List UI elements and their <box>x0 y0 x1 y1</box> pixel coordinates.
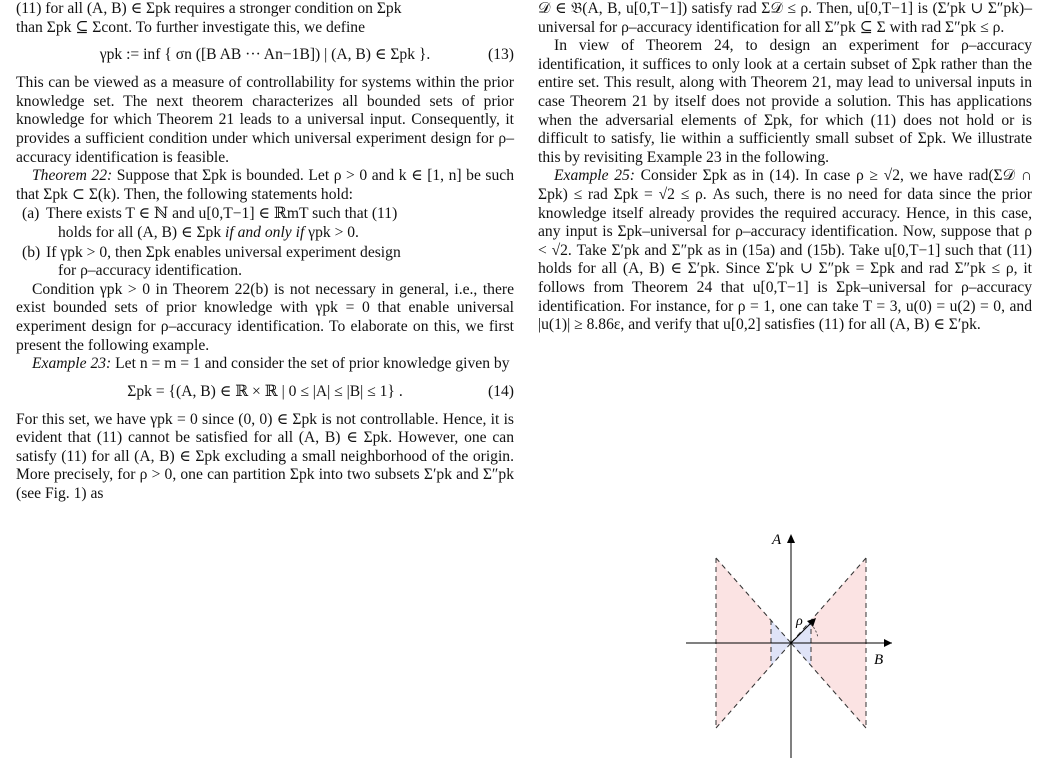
axis-b-label: B <box>874 652 884 668</box>
example-25-body: Consider Σpk as in (14). In case ρ ≥ √2, we have rad(Σ𝒟 ∩ Σpk) ≤ rad Σpk = √2 ≤ ρ. As such, there is no need for data since the prior knowledge itself already provides the required accuracy. Hence, in this case, any input is Σpk–universal for ρ–accuracy identification. Now, suppose that ρ < √2. Take Σ′pk and Σ″pk as in (15a) and (15b). Take u[0,T−1] such that (11) holds for all (A, B) ∈ Σ′pk. Since Σ′pk ∪ Σ″pk = Σpk and rad Σ″pk ≤ ρ, it follows from Theorem 24 that u[0,T−1] is Σpk–universal for ρ–accuracy identification. For instance, for ρ = 1, one can take T = 3, u(0) = u(2) = 0, and |u(1)| ≥ 8.86ε, and verify that u[0,2] satisfies (11) for all (A, B) ∈ Σ′pk. <box>538 167 1032 334</box>
theorem-22-item-a <box>16 205 514 242</box>
left-paragraph-1-line-2: than Σpk ⊆ Σcont. To further investigate this, we define <box>16 18 365 36</box>
item-a-iff: if and only if <box>225 223 305 241</box>
item-b-line-1: If γpk > 0, then Σpk enables universal experiment design <box>46 243 401 261</box>
equation-14-number: (14) <box>488 382 514 400</box>
a-axis-arrow <box>787 534 795 543</box>
left-paragraph-1-line-1: (11) for all (A, B) ∈ Σpk requires a stronger condition on Σpk <box>16 0 402 17</box>
theorem-22-body: Suppose that Σpk is bounded. Let ρ > 0 and k ∈ [1, n] be such that Σpk ⊂ Σ(k). Then, the following statements hold: <box>16 167 515 203</box>
example-23-body: Let n = m = 1 and consider the set of prior knowledge given by <box>111 355 510 373</box>
theorem-22-heading: Theorem 22: <box>32 167 113 185</box>
equation-14-body: Σpk = {(A, B) ∈ ℝ × ℝ | 0 ≤ |A| ≤ |B| ≤ 1} . <box>127 382 403 400</box>
figure-1 <box>676 512 896 768</box>
controllability-paragraph: This can be viewed as a measure of controllability for systems within the prior knowledge set. The next theorem characterizes all bounded sets of prior knowledge for which Theorem 21 leads to a universal input. Consequently, it provides a sufficient condition under which universal experiment design for ρ–accuracy identification is feasible. <box>16 74 514 166</box>
theorem-22 <box>16 167 514 204</box>
equation-14 <box>16 381 514 403</box>
item-a-label: (a) <box>22 205 40 223</box>
item-b-line-2: for ρ–accuracy identification. <box>58 262 242 280</box>
example-25-heading: Example 25: <box>554 167 635 185</box>
theorem-24-discussion: In view of Theorem 24, to design an experiment for ρ–accuracy identification, it suffices to only look at a certain subset of Σpk rather than the entire set. This result, along with Theorem 21, may lead to universal inputs in case Theorem 21 by itself does not provide a solution. This has applications when the adversarial elements of Σpk, for which (11) does not hold or is difficult to satisfy, lie within a sufficiently small subset of Σpk. We illustrate this by revisiting Example 23 in the following. <box>538 37 1032 166</box>
left-column <box>16 0 514 504</box>
item-a-condition: γpk > 0. <box>304 223 359 241</box>
condition-paragraph: Condition γpk > 0 in Theorem 22(b) is not necessary in general, i.e., there exist bounded sets of prior knowledge with γpk = 0 that enable universal experiment design for ρ–accuracy identification. To elaborate on this, we first present the following example. <box>16 280 514 354</box>
rho-label: ρ <box>796 614 803 629</box>
theorem-24-tail: 𝒟 ∈ 𝔅(A, B, u[0,T−1]) satisfy rad Σ𝒟 ≤ ρ. Then, u[0,T−1] is (Σ′pk ∪ Σ″pk)–universal for ρ–accuracy identification for all Σ″pk ⊆ Σ with rad Σ″pk ≤ ρ. <box>538 0 1032 36</box>
partition-diagram <box>676 512 896 768</box>
equation-13-body: γpk := inf { σn ([B AB ··· An−1B]) | (A, B) ∈ Σpk }. <box>99 46 431 64</box>
example-23-heading: Example 23: <box>32 355 112 373</box>
example-23 <box>16 355 514 374</box>
partition-paragraph: For this set, we have γpk = 0 since (0, 0) ∈ Σpk is not controllable. Hence, it is evident that (11) cannot be satisfied for all (A, B) ∈ Σpk. However, one can satisfy (11) for all (A, B) ∈ Σpk excluding a small neighborhood of the origin. More precisely, for ρ > 0, one can partition Σpk into two subsets Σ′pk and Σ″pk (see Fig. 1) as <box>16 410 514 503</box>
example-25 <box>538 167 1032 334</box>
equation-13 <box>16 44 514 66</box>
axis-a-label: A <box>772 532 782 548</box>
equation-13-number: (13) <box>488 46 514 64</box>
item-a-line-1: There exists T ∈ ℕ and u[0,T−1] ∈ ℝmT such that (11) <box>46 205 398 223</box>
b-axis-arrow <box>884 639 892 647</box>
theorem-22-item-b <box>16 244 514 281</box>
item-a-line-2 <box>46 224 514 243</box>
right-column <box>538 0 1032 335</box>
item-b-label: (b) <box>22 243 41 261</box>
item-a-line-2-text: holds for all (A, B) ∈ Σpk <box>58 223 226 241</box>
